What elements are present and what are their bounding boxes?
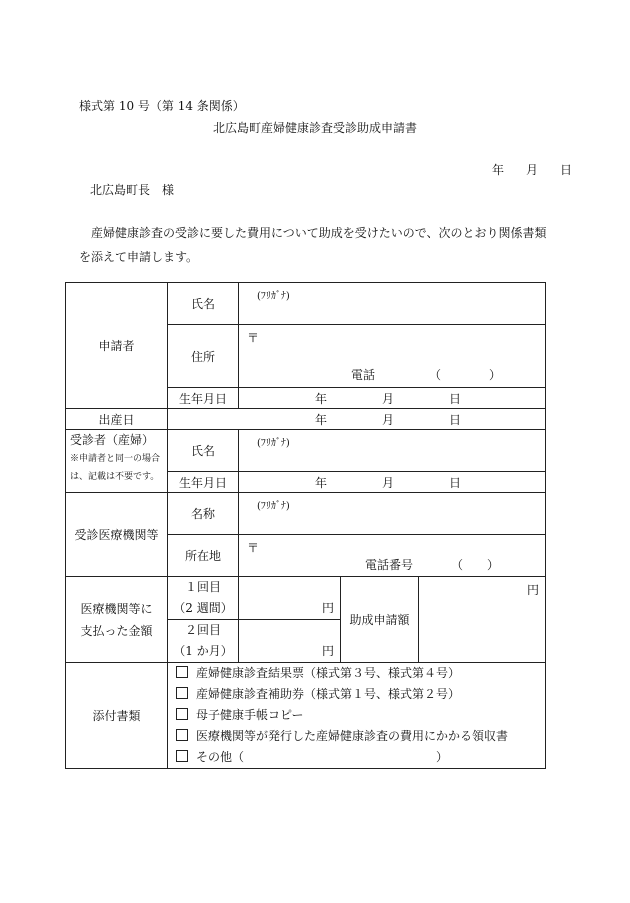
attachment-item[interactable] — [168, 663, 545, 684]
grant-amount[interactable] — [419, 577, 546, 663]
day-unit: 日 — [449, 412, 462, 427]
attachment-item[interactable] — [168, 747, 545, 768]
postal-mark-icon: 〒 — [247, 331, 260, 345]
document-title: 北広島町産婦健康診査受診助成申請書 — [212, 121, 417, 135]
checkbox-icon[interactable] — [176, 729, 188, 741]
first-visit-line1: １回目 — [184, 580, 221, 594]
attachment-label: 産婦健康診査結果票（様式第３号、様式第４号） — [196, 666, 461, 680]
examinee-label-cell — [66, 430, 168, 493]
applicant-address-label: 住所 — [168, 325, 239, 388]
applicant-name-label: 氏名 — [168, 283, 239, 325]
institution-name-field[interactable] — [239, 493, 546, 535]
month-unit: 月 — [382, 412, 395, 427]
examinee-birth-label: 生年月日 — [168, 472, 239, 493]
applicant-birth-label: 生年月日 — [168, 388, 239, 409]
examinee-birth-field[interactable] — [239, 472, 546, 493]
applicant-name-field[interactable] — [239, 283, 546, 325]
delivery-date-label: 出産日 — [66, 409, 168, 430]
application-form-table — [65, 282, 546, 769]
attachment-label: 母子健康手帳コピー — [196, 708, 304, 722]
examinee-note-line1: ※申請者と同一の場合 — [70, 454, 161, 464]
first-visit-amount[interactable] — [239, 577, 341, 620]
date-line — [470, 161, 572, 178]
attachment-label: 医療機関等が発行した産婦健康診査の費用にかかる領収書 — [196, 729, 509, 743]
year-unit: 年 — [315, 475, 328, 490]
applicant-phone-label: 電話 — [351, 368, 376, 382]
payment-label-cell — [66, 577, 168, 663]
grant-label: 助成申請額 — [341, 577, 419, 663]
date-day-label: 日 — [560, 163, 573, 177]
month-unit: 月 — [382, 391, 395, 406]
applicant-label: 申請者 — [66, 283, 168, 409]
month-unit: 月 — [382, 475, 395, 490]
payment-label-line2: 支払った金額 — [80, 623, 153, 638]
day-unit: 日 — [449, 475, 462, 490]
second-visit-amount[interactable] — [239, 620, 341, 663]
form-number: 様式第 10 号（第 14 条関係） — [79, 99, 245, 113]
examinee-name-label: 氏名 — [168, 430, 239, 472]
attachment-item[interactable] — [168, 705, 545, 726]
checkbox-icon[interactable] — [176, 687, 188, 699]
applicant-birth-field[interactable] — [239, 388, 546, 409]
second-visit-line2: （1 か月） — [173, 644, 233, 658]
applicant-phone-paren: （ ） — [429, 368, 502, 382]
attachment-item[interactable] — [168, 726, 545, 747]
attachment-label: その他（ ） — [196, 750, 449, 764]
attachment-label: 産婦健康診査補助券（様式第１号、様式第２号） — [196, 687, 461, 701]
checkbox-icon[interactable] — [176, 666, 188, 678]
year-unit: 年 — [315, 391, 328, 406]
body-text: 産婦健康診査の受診に要した費用について助成を受けたいので、次のとおり関係書類を添えて申請します。 — [79, 226, 547, 264]
attachments-label: 添付書類 — [66, 663, 168, 769]
attachments-list — [168, 663, 546, 769]
delivery-date-field[interactable] — [168, 409, 546, 430]
institution-phone-label: 電話番号 — [365, 558, 414, 572]
checkbox-icon[interactable] — [176, 750, 188, 762]
first-visit-line2: （2 週間） — [173, 601, 233, 615]
yen-unit: 円 — [527, 583, 540, 597]
payment-label-line1: 医療機関等に — [80, 601, 153, 616]
institution-name-label: 名称 — [168, 493, 239, 535]
institution-location-field[interactable] — [239, 535, 546, 577]
applicant-furigana: (ﾌﾘｶﾞﾅ) — [257, 291, 290, 302]
yen-unit: 円 — [321, 601, 334, 615]
applicant-address-field[interactable] — [239, 325, 546, 388]
date-month-label: 月 — [526, 163, 539, 177]
date-year-label: 年 — [492, 163, 505, 177]
addressee: 北広島町長 様 — [90, 183, 175, 197]
examinee-note-line2: は、記載は不要です。 — [70, 472, 160, 482]
attachment-item[interactable] — [168, 684, 545, 705]
examinee-furigana: (ﾌﾘｶﾞﾅ) — [257, 438, 290, 449]
day-unit: 日 — [449, 391, 462, 406]
second-visit-label — [168, 620, 239, 663]
checkbox-icon[interactable] — [176, 708, 188, 720]
examinee-name-field[interactable] — [239, 430, 546, 472]
institution-phone-paren: （ ） — [451, 558, 500, 572]
year-unit: 年 — [315, 412, 328, 427]
institution-location-label: 所在地 — [168, 535, 239, 577]
first-visit-label — [168, 577, 239, 620]
institution-furigana: (ﾌﾘｶﾞﾅ) — [257, 501, 290, 512]
yen-unit: 円 — [321, 644, 334, 658]
institution-label: 受診医療機関等 — [66, 493, 168, 577]
examinee-label: 受診者（産婦） — [70, 433, 155, 447]
second-visit-line1: ２回目 — [184, 623, 221, 637]
postal-mark-icon: 〒 — [247, 541, 260, 555]
